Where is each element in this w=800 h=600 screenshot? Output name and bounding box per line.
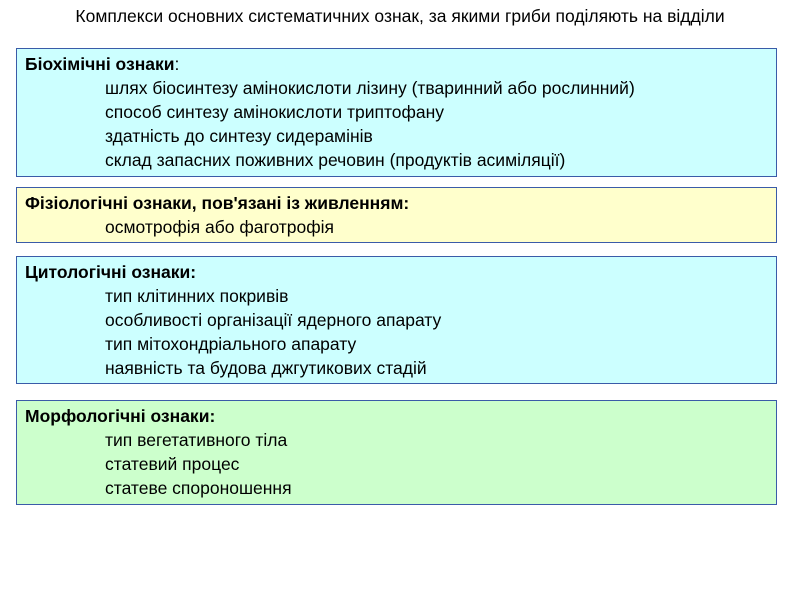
list-item: тип клітинних покривів bbox=[105, 286, 289, 306]
list-item: статевий процес bbox=[105, 454, 240, 474]
list-item: тип мітохондріального апарату bbox=[105, 334, 357, 354]
section-morphological bbox=[16, 400, 777, 505]
section-heading-suffix: : bbox=[174, 54, 180, 74]
section-heading-text: Морфологічні ознаки: bbox=[25, 406, 216, 426]
section-physiological bbox=[16, 187, 777, 243]
list-item: осмотрофія або фаготрофія bbox=[105, 217, 335, 237]
section-heading bbox=[25, 404, 768, 428]
section-heading-text: Біохімічні ознаки bbox=[25, 54, 175, 74]
list-item: склад запасних поживних речовин (продуктів асиміляції) bbox=[105, 150, 566, 170]
page-title: Комплекси основних систематичних ознак, за якими гриби поділяють на відділи bbox=[75, 6, 725, 26]
list-item: особливості організації ядерного апарату bbox=[105, 310, 442, 330]
section-biochemical bbox=[16, 48, 777, 177]
section-cytological bbox=[16, 256, 777, 384]
section-heading bbox=[25, 52, 768, 76]
list-item: способ синтезу амінокислоти триптофану bbox=[105, 102, 445, 122]
list-item: тип вегетативного тіла bbox=[105, 430, 288, 450]
section-heading bbox=[25, 191, 768, 215]
list-item: статеве спороношення bbox=[105, 478, 292, 498]
list-item: здатність до синтезу сидерамінів bbox=[105, 126, 373, 146]
list-item: наявність та будова джгутикових стадій bbox=[105, 358, 427, 378]
list-item: шлях біосинтезу амінокислоти лізину (тваринний або рослинний) bbox=[105, 78, 635, 98]
section-heading bbox=[25, 260, 768, 284]
section-heading-text: Цитологічні ознаки: bbox=[25, 262, 197, 282]
section-heading-text: Фізіологічні ознаки, пов'язані із живленням: bbox=[25, 193, 410, 213]
